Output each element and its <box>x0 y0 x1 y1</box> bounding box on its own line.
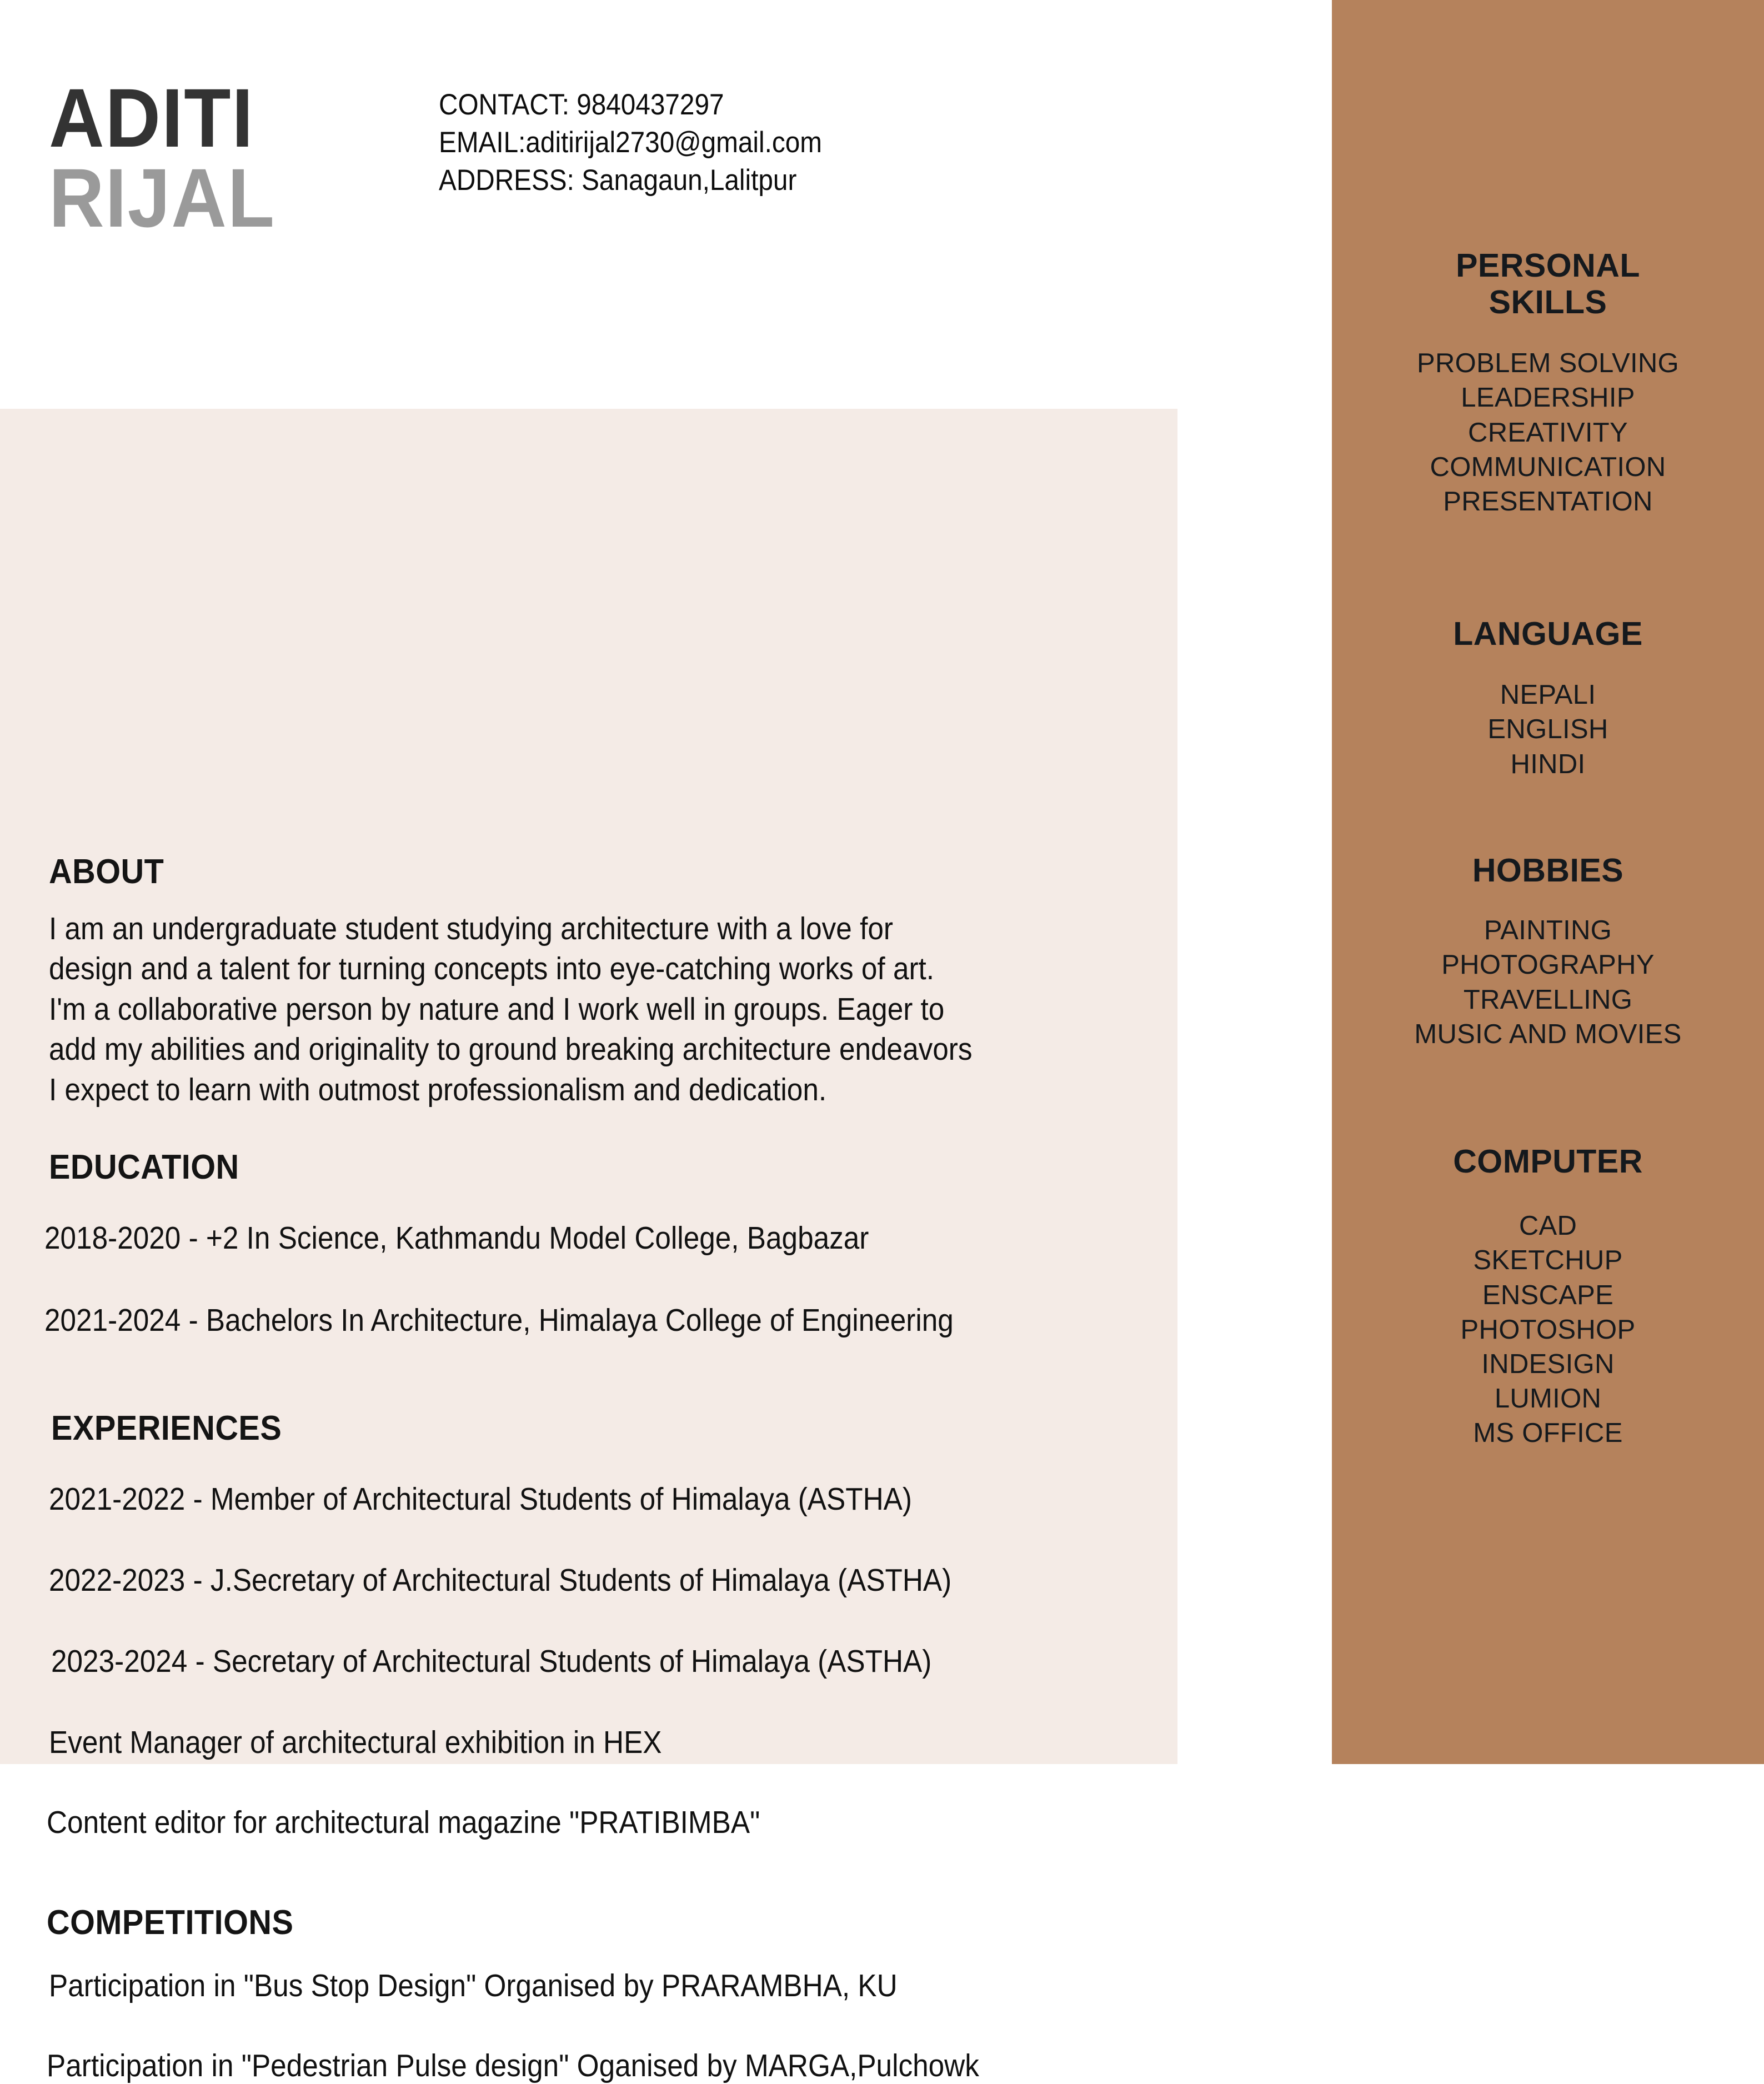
sidebar-section-hobbies <box>1332 852 1764 1051</box>
sidebar-list-item: ENGLISH <box>1487 714 1608 745</box>
last-name: RIJAL <box>49 151 275 244</box>
sidebar-list-language <box>1332 678 1764 781</box>
sidebar-list-item: HINDI <box>1510 749 1586 779</box>
sidebar-list-item: PROBLEM SOLVING <box>1417 348 1679 379</box>
sidebar-title-line: PERSONAL <box>1456 247 1640 284</box>
first-name: ADITI <box>49 71 254 164</box>
sidebar-list-item: LEADERSHIP <box>1461 383 1635 413</box>
sidebar <box>1332 0 1764 1764</box>
sidebar-list-item: ENSCAPE <box>1482 1280 1614 1310</box>
sidebar-list-item: LUMION <box>1494 1384 1602 1414</box>
contact-info <box>439 86 822 199</box>
competition-item: Participation in "Bus Stop Design" Organised by PRARAMBHA, KU <box>49 1968 898 2003</box>
contact-email: EMAIL:aditirijal2730@gmail.com <box>439 126 823 159</box>
education-item: 2018-2020 - +2 In Science, Kathmandu Model College, Bagbazar <box>44 1220 869 1256</box>
section-heading-about: ABOUT <box>49 853 164 891</box>
sidebar-title-personal-skills <box>1332 247 1764 320</box>
about-paragraph <box>49 909 1174 1110</box>
experience-item: Event Manager of architectural exhibition in HEX <box>49 1725 662 1760</box>
about-line: I am an undergraduate student studying architecture with a love for <box>49 911 893 946</box>
competition-item: Participation in "Pedestrian Pulse design" Oganised by MARGA,Pulchowk <box>47 2048 979 2083</box>
sidebar-title-line: SKILLS <box>1489 284 1607 321</box>
sidebar-list-item: PHOTOGRAPHY <box>1441 950 1655 980</box>
sidebar-section-personal-skills <box>1332 247 1764 519</box>
main-column <box>0 409 1177 2083</box>
sidebar-list-item: CAD <box>1519 1211 1577 1241</box>
sidebar-list-personal-skills <box>1332 346 1764 519</box>
section-heading-experiences: EXPERIENCES <box>51 1409 282 1447</box>
sidebar-title-language: LANGUAGE <box>1453 615 1643 652</box>
sidebar-list-item: TRAVELLING <box>1463 984 1633 1015</box>
experience-item: 2023-2024 - Secretary of Architectural Students of Himalaya (ASTHA) <box>51 1644 932 1679</box>
experience-item: 2022-2023 - J.Secretary of Architectural Students of Himalaya (ASTHA) <box>49 1562 952 1598</box>
sidebar-list-item: PAINTING <box>1484 915 1612 946</box>
sidebar-section-computer <box>1332 1143 1764 1451</box>
sidebar-list-item: NEPALI <box>1500 680 1596 710</box>
experience-item: 2021-2022 - Member of Architectural Students of Himalaya (ASTHA) <box>49 1481 912 1517</box>
sidebar-title-computer: COMPUTER <box>1453 1143 1643 1180</box>
sidebar-list-hobbies <box>1332 913 1764 1051</box>
sidebar-list-item: CREATIVITY <box>1468 417 1628 448</box>
sidebar-list-computer <box>1332 1209 1764 1451</box>
header <box>0 0 1332 409</box>
sidebar-section-language <box>1332 615 1764 781</box>
sidebar-title-hobbies: HOBBIES <box>1472 852 1624 889</box>
about-line: add my abilities and originality to ground breaking architecture endeavors <box>49 1031 973 1068</box>
candidate-name <box>49 71 295 244</box>
sidebar-list-item: PRESENTATION <box>1443 487 1653 517</box>
education-item: 2021-2024 - Bachelors In Architecture, Himalaya College of Engineering <box>44 1302 954 1338</box>
sidebar-list-item: SKETCHUP <box>1473 1245 1623 1276</box>
section-heading-education: EDUCATION <box>49 1148 239 1186</box>
experience-item: Content editor for architectural magazine "PRATIBIMBA" <box>47 1805 760 1840</box>
contact-address: ADDRESS: Sanagaun,Lalitpur <box>439 163 797 197</box>
sidebar-list-item: INDESIGN <box>1481 1349 1615 1379</box>
sidebar-list-item: COMMUNICATION <box>1430 452 1666 482</box>
section-heading-competitions: COMPETITIONS <box>47 1903 294 1942</box>
about-line: I expect to learn with outmost professionalism and dedication. <box>49 1071 827 1108</box>
about-line: I'm a collaborative person by nature and I work well in groups. Eager to <box>49 991 945 1027</box>
about-line: design and a talent for turning concepts into eye-catching works of art. <box>49 951 935 987</box>
sidebar-list-item: MS OFFICE <box>1473 1418 1623 1449</box>
contact-phone: CONTACT: 9840437297 <box>439 88 724 121</box>
sidebar-list-item: MUSIC AND MOVIES <box>1414 1019 1682 1049</box>
sidebar-list-item: PHOTOSHOP <box>1460 1314 1636 1345</box>
